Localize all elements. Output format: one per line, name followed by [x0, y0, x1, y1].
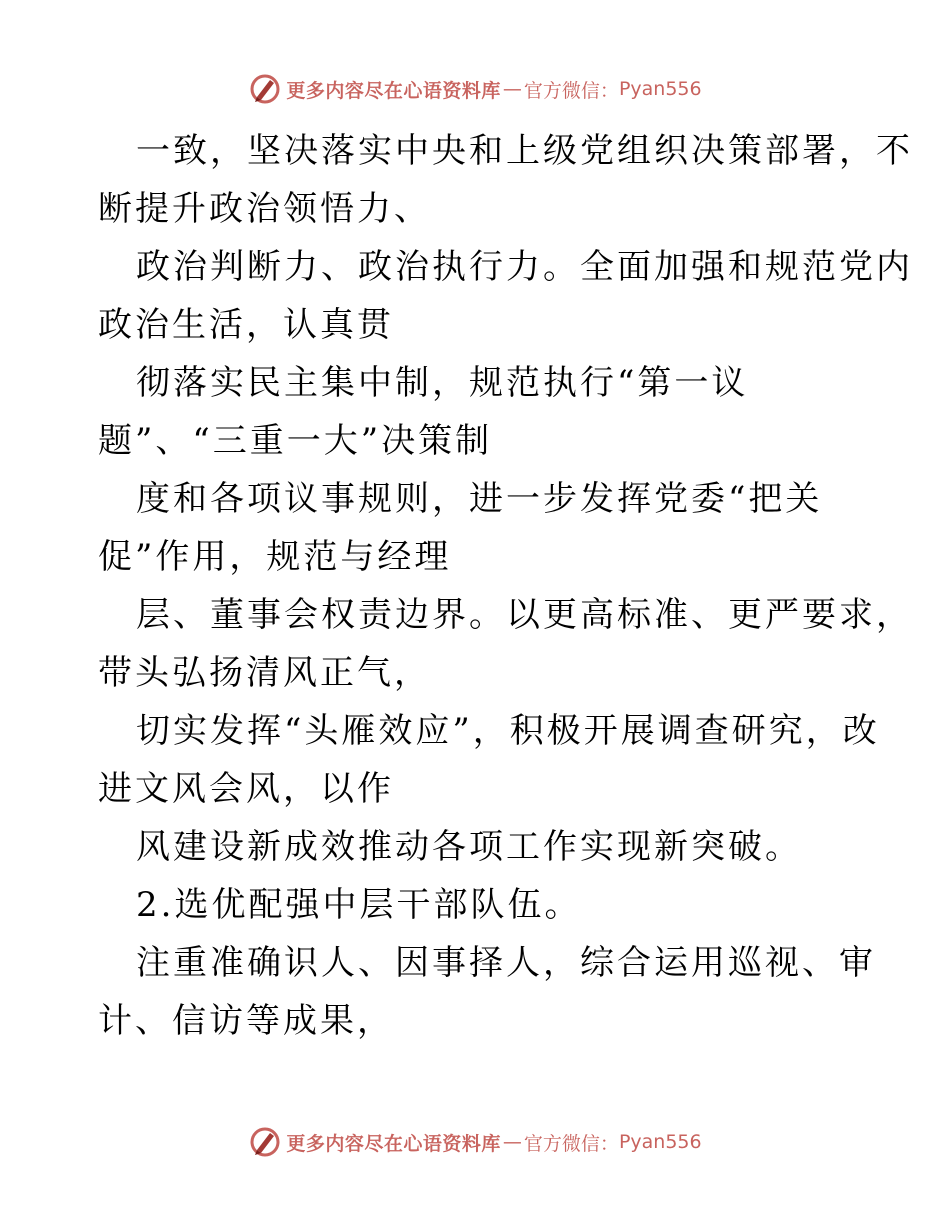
watermark-dash: —: [502, 1131, 522, 1153]
text-line: 断提升政治领悟力、: [98, 189, 431, 229]
text-line: 进文风会风，以作: [98, 769, 394, 809]
watermark-account: Pyan556: [618, 1131, 702, 1153]
section-heading: 2.选优配强中层干部队伍。: [136, 885, 582, 925]
text-line: 层、董事会权责边界。以更高标准、更严要求，: [136, 595, 913, 635]
watermark-dash: —: [502, 78, 522, 100]
watermark-label: 官方微信：: [523, 1132, 619, 1155]
header-watermark: [0, 72, 950, 106]
text-line: 政治生活，认真贯: [98, 305, 394, 345]
text-line: 风建设新成效推动各项工作实现新突破。: [136, 827, 802, 867]
document-body: [98, 122, 913, 1050]
watermark-label: 官方微信：: [523, 79, 619, 102]
watermark-prefix: 更多内容尽在心语资料库: [286, 79, 501, 102]
text-line: 题”、“三重一大”决策制: [98, 421, 493, 461]
text-line: 计、信访等成果，: [98, 1001, 394, 1041]
text-line: 彻落实民主集中制，规范执行“第一议: [136, 363, 749, 403]
text-line: 政治判断力、政治执行力。全面加强和规范党内: [136, 247, 913, 287]
pen-logo-icon: [248, 72, 282, 106]
text-line: 度和各项议事规则，进一步发挥党委“把关: [136, 479, 823, 519]
footer-watermark: [0, 1125, 950, 1159]
text-line: 注重准确识人、因事择人，综合运用巡视、审: [136, 943, 876, 983]
text-line: 切实发挥“头雁效应”，积极开展调查研究，改: [136, 711, 880, 751]
text-line: 促”作用，规范与经理: [98, 537, 452, 577]
text-line: 带头弘扬清风正气，: [98, 653, 431, 693]
watermark-prefix: 更多内容尽在心语资料库: [286, 1132, 501, 1155]
pen-logo-icon: [248, 1125, 282, 1159]
watermark-account: Pyan556: [618, 78, 702, 100]
text-line: 一致，坚决落实中央和上级党组织决策部署，不: [136, 131, 913, 171]
